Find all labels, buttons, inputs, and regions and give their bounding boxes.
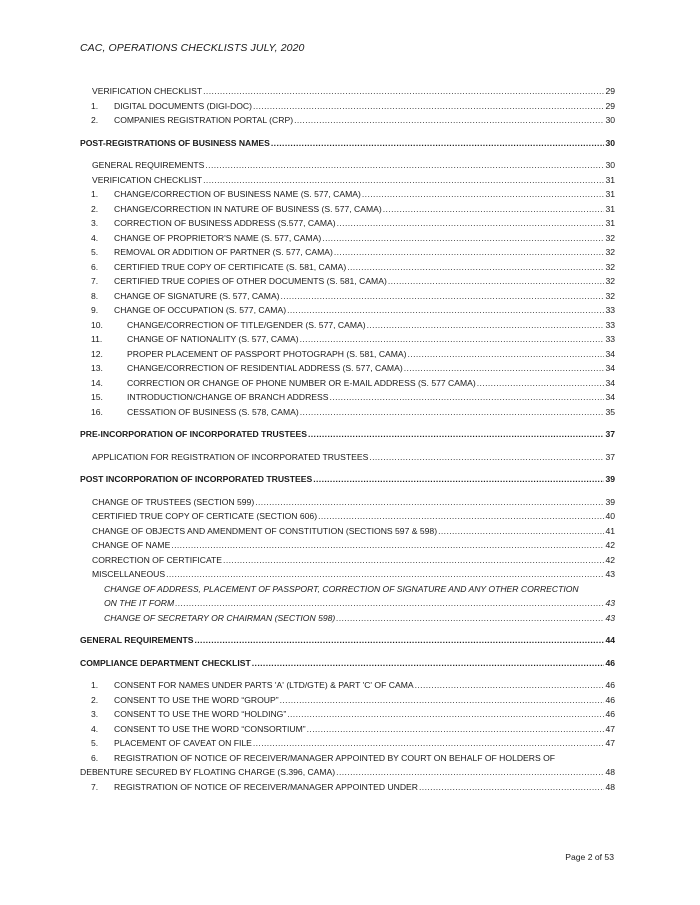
toc-entry[interactable]: CHANGE OF NAME ..... 42 (80, 538, 615, 553)
toc-entry[interactable]: 4. CONSENT TO USE THE WORD “CONSORTIUM” ..... 47 (80, 722, 615, 737)
toc-entry[interactable]: 7. CERTIFIED TRUE COPIES OF OTHER DOCUMENTS (S. 581, CAMA) ..... 32 (80, 274, 615, 289)
toc-entry[interactable]: 1. DIGITAL DOCUMENTS (DIGI-DOC) ..... 29 (80, 99, 615, 114)
toc-entry[interactable]: ON THE IT FORM ..... 43 (80, 596, 615, 611)
toc-section-heading[interactable]: GENERAL REQUIREMENTS ..... 44 (80, 633, 615, 648)
toc-entry[interactable]: MISCELLANEOUS ..... 43 (80, 567, 615, 582)
toc-entry[interactable]: 2. CONSENT TO USE THE WORD “GROUP” ..... 46 (80, 693, 615, 708)
toc-entry[interactable]: 12. PROPER PLACEMENT OF PASSPORT PHOTOGRAPH (S. 581, CAMA) ..... 34 (80, 347, 615, 362)
toc-entry[interactable]: 13. CHANGE/CORRECTION OF RESIDENTIAL ADDRESS (S. 577, CAMA) ..... 34 (80, 361, 615, 376)
table-of-contents (80, 84, 615, 794)
toc-entry[interactable]: 4. CHANGE OF PROPRIETOR'S NAME (S. 577, CAMA) ..... 32 (80, 231, 615, 246)
toc-section-heading[interactable]: POST INCORPORATION OF INCORPORATED TRUSTEES ..... 39 (80, 472, 615, 487)
toc-entry[interactable]: 10. CHANGE/CORRECTION OF TITLE/GENDER (S. 577, CAMA) ..... 33 (80, 318, 615, 333)
toc-entry[interactable]: 2. CHANGE/CORRECTION IN NATURE OF BUSINESS (S. 577, CAMA) ..... 31 (80, 202, 615, 217)
toc-entry[interactable]: GENERAL REQUIREMENTS ..... 30 (80, 158, 615, 173)
toc-entry[interactable]: CHANGE OF TRUSTEES (SECTION 599) ..... 39 (80, 495, 615, 510)
toc-entry[interactable]: VERIFICATION CHECKLIST ..... 29 (80, 84, 615, 99)
toc-entry[interactable]: CHANGE OF OBJECTS AND AMENDMENT OF CONSTITUTION (SECTIONS 597 & 598) ..... 41 (80, 524, 615, 539)
toc-entry[interactable]: 2. COMPANIES REGISTRATION PORTAL (CRP) ..... 30 (80, 113, 615, 128)
running-header: CAC, OPERATIONS CHECKLISTS JULY, 2020 (80, 42, 305, 54)
toc-entry-wrapped-line[interactable]: CHANGE OF ADDRESS, PLACEMENT OF PASSPORT, CORRECTION OF SIGNATURE AND ANY OTHER CORRECTION (104, 583, 579, 594)
toc-entry[interactable]: 1. CONSENT FOR NAMES UNDER PARTS 'A' (LTD/GTE) & PART 'C' OF CAMA ..... 46 (80, 678, 615, 693)
toc-entry[interactable]: APPLICATION FOR REGISTRATION OF INCORPORATED TRUSTEES ..... 37 (80, 450, 615, 465)
toc-entry[interactable]: 5. PLACEMENT OF CAVEAT ON FILE ..... 47 (80, 736, 615, 751)
toc-section-heading[interactable]: COMPLIANCE DEPARTMENT CHECKLIST ..... 46 (80, 656, 615, 671)
toc-entry[interactable]: 14. CORRECTION OR CHANGE OF PHONE NUMBER OR E-MAIL ADDRESS (S. 577 CAMA) ..... 34 (80, 376, 615, 391)
toc-entry[interactable]: DEBENTURE SECURED BY FLOATING CHARGE (S.396, CAMA) ..... 48 (80, 765, 615, 780)
toc-entry-wrapped-line[interactable]: 6. REGISTRATION OF NOTICE OF RECEIVER/MANAGER APPOINTED BY COURT ON BEHALF OF HOLDERS OF (91, 752, 556, 763)
toc-entry[interactable]: CHANGE OF SECRETARY OR CHAIRMAN (SECTION 598) ..... 43 (80, 611, 615, 626)
toc-entry[interactable]: 6. CERTIFIED TRUE COPY OF CERTIFICATE (S. 581, CAMA) ..... 32 (80, 260, 615, 275)
toc-entry[interactable]: CERTIFIED TRUE COPY OF CERTICATE (SECTION 606) ..... 40 (80, 509, 615, 524)
toc-entry[interactable]: 8. CHANGE OF SIGNATURE (S. 577, CAMA) ..... 32 (80, 289, 615, 304)
toc-entry[interactable]: 16. CESSATION OF BUSINESS (S. 578, CAMA) ..... 35 (80, 405, 615, 420)
toc-section-heading[interactable]: PRE-INCORPORATION OF INCORPORATED TRUSTEES ..... 37 (80, 427, 615, 442)
toc-entry[interactable]: 1. CHANGE/CORRECTION OF BUSINESS NAME (S. 577, CAMA) ..... 31 (80, 187, 615, 202)
toc-entry[interactable]: 9. CHANGE OF OCCUPATION (S. 577, CAMA) ..... 33 (80, 303, 615, 318)
page-number: Page 2 of 53 (565, 852, 614, 862)
toc-entry[interactable]: 11. CHANGE OF NATIONALITY (S. 577, CAMA) ..... 33 (80, 332, 615, 347)
toc-entry[interactable]: 3. CORRECTION OF BUSINESS ADDRESS (S.577, CAMA) ..... 31 (80, 216, 615, 231)
toc-entry[interactable]: 5. REMOVAL OR ADDITION OF PARTNER (S. 577, CAMA) ..... 32 (80, 245, 615, 260)
toc-group-verification (80, 84, 615, 128)
toc-entry[interactable]: 3. CONSENT TO USE THE WORD “HOLDING” ..... 46 (80, 707, 615, 722)
toc-entry[interactable]: VERIFICATION CHECKLIST ..... 31 (80, 173, 615, 188)
toc-entry[interactable]: 15. INTRODUCTION/CHANGE OF BRANCH ADDRESS ..... 34 (80, 390, 615, 405)
toc-entry[interactable]: 7. REGISTRATION OF NOTICE OF RECEIVER/MANAGER APPOINTED UNDER ..... 48 (80, 780, 615, 795)
toc-section-heading[interactable]: POST-REGISTRATIONS OF BUSINESS NAMES ..... 30 (80, 136, 615, 151)
toc-entry[interactable]: CORRECTION OF CERTIFICATE ..... 42 (80, 553, 615, 568)
